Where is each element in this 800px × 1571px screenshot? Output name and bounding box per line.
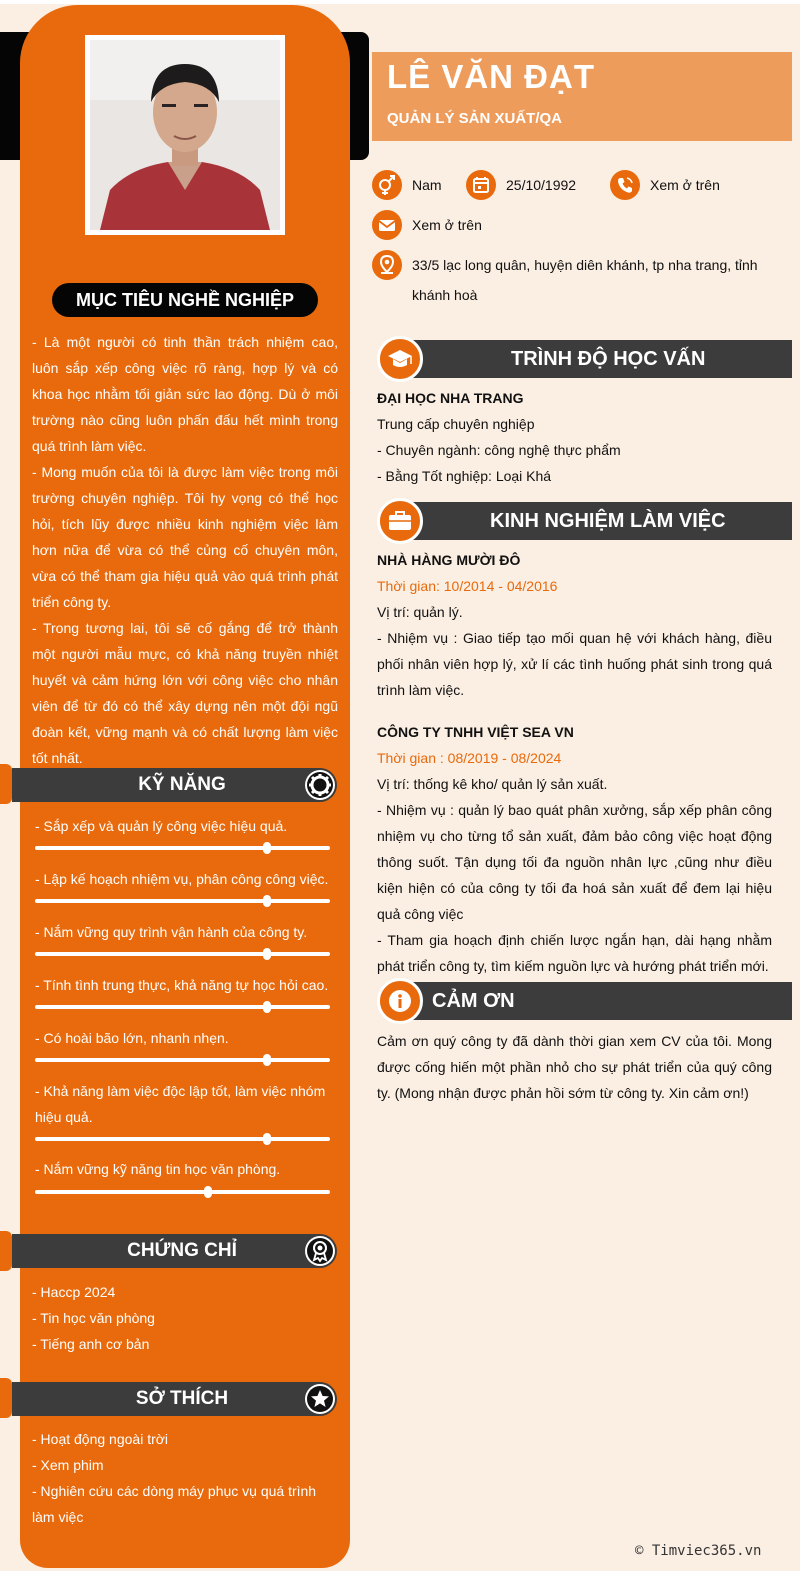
objective-heading: MỤC TIÊU NGHỀ NGHIỆP xyxy=(52,283,318,317)
skills-tab xyxy=(0,764,12,804)
gender-value: Nam xyxy=(412,177,442,193)
job-position: Vị trí: quản lý. xyxy=(377,604,463,620)
certificates-heading-bar xyxy=(12,1234,337,1268)
experience-content xyxy=(377,547,772,979)
education-section-header xyxy=(377,336,792,382)
job-title: QUẢN LÝ SẢN XUẤT/QA xyxy=(387,110,563,127)
award-icon xyxy=(305,1236,335,1266)
address-line-2: khánh hoà xyxy=(412,287,478,303)
education-degree: - Bằng Tốt nghiệp: Loại Khá xyxy=(377,468,552,484)
email-value: Xem ở trên xyxy=(412,217,482,233)
hobbies-tab xyxy=(0,1378,12,1418)
skill-level-bar xyxy=(35,846,330,850)
experience-section-header xyxy=(377,498,792,544)
education-content xyxy=(377,385,772,489)
gear-icon xyxy=(305,770,335,800)
profile-photo xyxy=(85,35,285,235)
birthday-value: 25/10/1992 xyxy=(506,177,577,193)
objective-paragraph: - Trong tương lai, tôi sẽ cố gắng để trở thành một người mẫu mực, có khả năng truyền nhiệt huyết và cảm hứng lớn với công việc cho nhân viên để từ đó có thể xây dựng nên một đội ngũ đoàn kết, vững mạnh và có chất lượng làm việc tốt nhất. xyxy=(32,620,338,766)
job-position: Vị trí: thống kê kho/ quản lý sản xuất. xyxy=(377,776,608,792)
star-icon xyxy=(305,1384,335,1414)
top-line xyxy=(0,0,800,4)
objective-text xyxy=(32,329,338,771)
school-name: ĐẠI HỌC NHA TRANG xyxy=(377,390,524,406)
skill-label: - Nắm vững quy trình vận hành của công ty. xyxy=(35,924,308,940)
hobby-item: - Xem phim xyxy=(32,1457,104,1473)
skill-level-knob xyxy=(204,1186,212,1198)
hobby-item: - Hoạt động ngoài trời xyxy=(32,1431,169,1447)
skills-heading: KỸ NĂNG xyxy=(138,774,226,795)
skill-level-bar xyxy=(35,1190,330,1194)
skill-label: - Tính tình trung thực, khả năng tự học hỏi cao. xyxy=(35,977,329,993)
thanks-section-header xyxy=(377,978,792,1024)
certificates-heading: CHỨNG CHỈ xyxy=(127,1240,237,1261)
job-time: Thời gian : 08/2019 - 08/2024 xyxy=(377,750,562,766)
thanks-heading: CẢM ƠN xyxy=(432,990,515,1012)
education-major: - Chuyên ngành: công nghệ thực phẩm xyxy=(377,442,621,458)
objective-paragraph: - Mong muốn của tôi là được làm việc trong môi trường chuyên nghiệp. Tôi hy vọng có thể học hỏi, tích lũy được nhiều kinh nghiệm việc làm hơn nữa để vừa có thể củng cố chuyên môn, vừa có thể tham gia hiệu quả vào quá trình phát triển công ty. xyxy=(32,464,338,610)
experience-heading: KINH NGHIỆM LÀM VIỆC xyxy=(490,510,726,532)
skill-level-bar xyxy=(35,1005,330,1009)
phone-value: Xem ở trên xyxy=(650,177,720,193)
skill-level-knob xyxy=(263,1001,271,1013)
hobby-item: - Nghiên cứu các dòng máy phục vụ quá trình làm việc xyxy=(32,1483,317,1525)
phone-icon xyxy=(610,170,640,200)
graduation-cap-icon xyxy=(377,336,423,382)
job-time: Thời gian: 10/2014 - 04/2016 xyxy=(377,578,558,594)
skill-level-knob xyxy=(263,948,271,960)
hobbies-list xyxy=(32,1426,338,1530)
objective-paragraph: - Là một người có tinh thần trách nhiệm cao, luôn sắp xếp công việc rõ ràng, hợp lý và có khoa học nhằm tối giản sức lao động. Dù ở môi trường nào cũng luôn phấn đấu hết mình trong quá trình làm việc. xyxy=(32,334,338,454)
certificates-tab xyxy=(0,1231,12,1271)
name-header xyxy=(372,52,792,141)
thanks-text: Cảm ơn quý công ty đã dành thời gian xem CV của tôi. Mong được cống hiến một phần nhỏ cho sự phát triển của quý công ty. (Mong nhận được phản hồi sớm từ công ty. Xin cảm ơn!) xyxy=(377,1033,772,1101)
skill-level-knob xyxy=(263,1054,271,1066)
skill-label: - Khả năng làm việc độc lập tốt, làm việc nhóm hiệu quả. xyxy=(35,1083,326,1125)
certificates-list xyxy=(32,1279,338,1357)
skill-level-bar xyxy=(35,952,330,956)
job-company: CÔNG TY TNHH VIỆT SEA VN xyxy=(377,724,574,740)
email-icon xyxy=(372,210,402,240)
info-icon xyxy=(377,978,423,1024)
skill-level-knob xyxy=(263,895,271,907)
location-icon xyxy=(372,250,402,280)
skill-level-bar xyxy=(35,899,330,903)
calendar-icon xyxy=(466,170,496,200)
skill-level-bar xyxy=(35,1058,330,1062)
job-company: NHÀ HÀNG MƯỜI ĐÔ xyxy=(377,552,521,568)
skill-label: - Có hoài bão lớn, nhanh nhẹn. xyxy=(35,1030,229,1046)
briefcase-icon xyxy=(377,498,423,544)
education-level: Trung cấp chuyên nghiệp xyxy=(377,416,535,432)
skill-label: - Nắm vững kỹ năng tin học văn phòng. xyxy=(35,1161,281,1177)
skill-level-knob xyxy=(263,1133,271,1145)
skill-label: - Lập kế hoạch nhiệm vụ, phân công công việc. xyxy=(35,871,329,887)
job-description: - Nhiệm vụ : quản lý bao quát phân xưởng, sắp xếp phân công nhiệm vụ cho từng tổ sản xuất, đảm bảo công việc hoạt động thông suốt. Tận dụng tối đa nguồn nhân lực ,cũng như điều kiện hiện có của công ty tối đa hoá sản xuất để đem lại hiệu quả công việc xyxy=(377,802,772,922)
gender-icon xyxy=(372,170,402,200)
footer-watermark: © Timviec365.vn xyxy=(635,1543,762,1559)
certificate-item: - Tin học văn phòng xyxy=(32,1310,155,1326)
skill-level-bar xyxy=(35,1137,330,1141)
full-name: LÊ VĂN ĐẠT xyxy=(387,58,595,95)
job-description: - Nhiệm vụ : Giao tiếp tạo mối quan hệ với khách hàng, điều phối nhân viên hợp lý, xử lí các tình huống phát sinh trong quá trình làm việc. xyxy=(377,630,772,698)
job-entry xyxy=(377,547,772,703)
hobbies-heading: SỞ THÍCH xyxy=(135,1388,229,1409)
skill-label: - Sắp xếp và quản lý công việc hiệu quả. xyxy=(35,818,288,834)
certificate-item: - Tiếng anh cơ bản xyxy=(32,1336,150,1352)
certificate-item: - Haccp 2024 xyxy=(32,1284,116,1300)
job-description: - Tham gia hoạch định chiến lược ngắn hạn, dài hạng nhằm phát triển công ty, tìm kiếm nguồn lực và hướng phát triển mới. xyxy=(377,932,772,974)
skill-level-knob xyxy=(263,842,271,854)
avatar-image xyxy=(90,40,280,230)
hobbies-heading-bar xyxy=(12,1382,337,1416)
education-heading: TRÌNH ĐỘ HỌC VẤN xyxy=(511,348,706,370)
objective-paragraphs xyxy=(32,329,338,771)
skills-heading-bar xyxy=(12,768,337,802)
job-entry xyxy=(377,719,772,979)
address-line-1: 33/5 lạc long quân, huyện diên khánh, tp nha trang, tỉnh xyxy=(412,257,758,273)
